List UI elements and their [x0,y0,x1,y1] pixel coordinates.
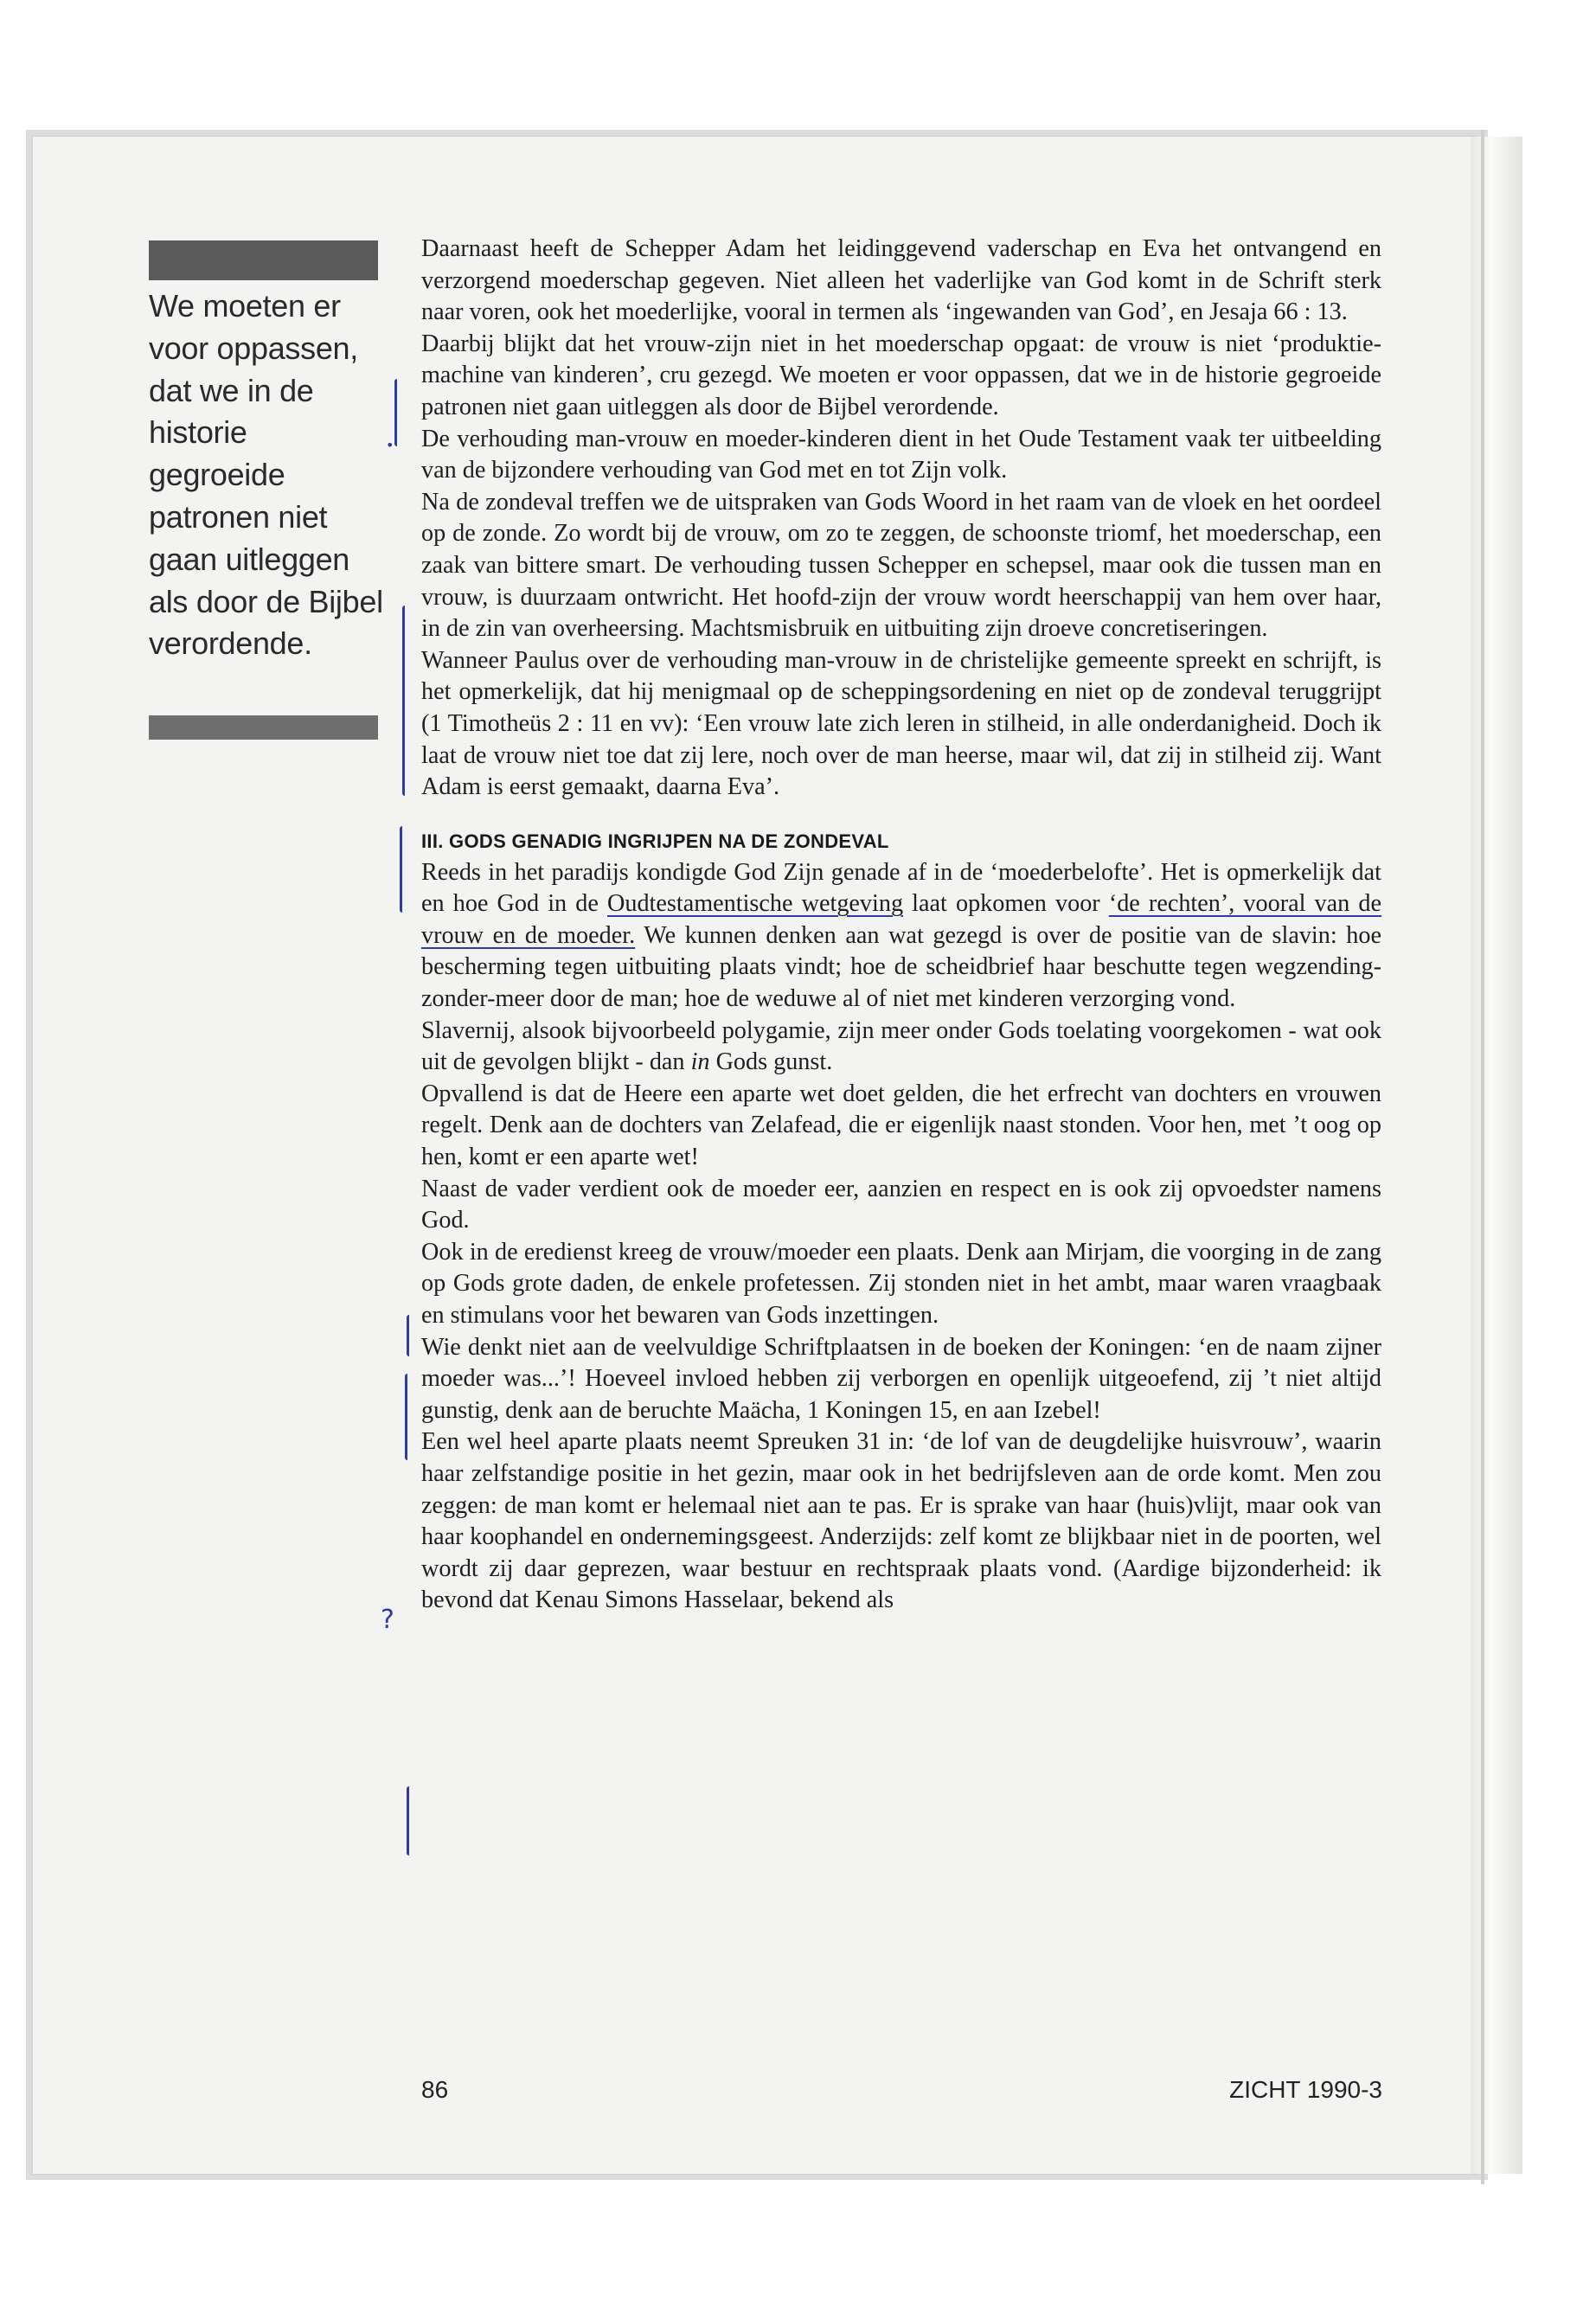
margin-bracket-mark [402,606,405,796]
back-page-edge [1471,137,1522,2174]
margin-bracket-mark [394,379,397,446]
text-run: Reeds in het paradijs kondigde God Zijn genade af in de ‘moederbelofte’. Het is opmerkelijk dat en hoe God in de [421,858,1381,918]
paragraph: Wanneer Paulus over de verhouding man-vrouw in de christelijke gemeente spreekt en schrijft, is het opmerkelijk, dat hij menigmaal op de scheppingsordening en niet op de zondeval teruggrijpt (1 Timotheüs 2 : 11 en vv): ‘Een vrouw late zich leren in stilheid, in alle onderdanigheid. Doch ik laat de vrouw niet toe dat zij lere, noch over de man heerse, maar wil, dat zij in stilheid zij. Want Adam is eerst gemaakt, daarna Eva’. [421,646,1381,801]
text-run: We kunnen denken aan wat gezegd is over de positie van de slavin: hoe bescherming tegen uitbuiting plaats vindt; hoe de scheidbrief haar beschutte tegen wegzending-zonder-meer door de man; hoe de weduwe al of niet met kinderen verzorging vond. [421,921,1382,1013]
journal-issue: ZICHT 1990-3 [1229,2076,1382,2103]
pull-quote: We moeten er voor oppassen, dat we in de historie gegroeide patronen niet gaan uitleggen als door de Bijbel verordende. [149,288,383,662]
margin-bracket-mark [407,1315,409,1356]
italic-word: in [690,1048,710,1076]
margin-question-mark: ? [381,1605,394,1635]
section-heading: III. GODS GENADIG INGRIJPEN NA DE ZONDEVAL [421,830,889,852]
text-run: Slavernij, alsook bijvoorbeeld polygamie, zijn meer onder Gods toelating voorgekomen - wat ook uit de gevolgen blijkt - dan [421,1016,1381,1076]
paragraph: Daarnaast heeft de Schepper Adam het leidinggevend vaderschap en Eva het ontvangend en verzorgend moederschap gegeven. Niet alleen het vaderlijke van God komt in de Schrift sterk naar voren, ook het moederlijke, vooral in termen als ‘ingewanden van God’, en Jesaja 66 : 13. [421,235,1381,326]
text-run: Gods gunst. [709,1048,833,1076]
underlined-phrase: Oudtestamentische wetgeving [607,890,904,918]
pull-quote-top-bar [149,240,378,280]
margin-dot-mark: • [386,437,394,453]
paragraph: De verhouding man-vrouw en moeder-kinderen dient in het Oude Testament vaak ter uitbeelding van de bijzondere verhouding van God met en tot Zijn volk. [421,425,1381,484]
margin-bracket-mark [405,1374,407,1460]
margin-bracket-mark [407,1786,409,1856]
paragraph: Daarbij blijkt dat het vrouw-zijn niet in het moederschap opgaat: de vrouw is niet ‘produktie-machine van kinderen’, cru gezegd. We moeten er voor oppassen, dat we in de historie gegroeide patronen niet gaan uitleggen als door de Bijbel verordende. [421,330,1381,420]
page-number: 86 [421,2076,449,2103]
paragraph: Opvallend is dat de Heere een aparte wet doet gelden, die het erfrecht van dochters en vrouwen regelt. Denk aan de dochters van Zelafead, die er eigenlijk naast stonden. Voor hen, met ’t oog op hen, komt er een aparte wet! [421,1080,1381,1171]
underlined-phrase: ‘de rechten’, vooral van de vrouw en de moeder. [421,890,1381,949]
article-body [421,234,1381,1617]
paragraph: Na de zondeval treffen we de uitspraken van Gods Woord in het raam van de vloek en het oordeel op de zonde. Zo wordt bij de vrouw, om zo te zeggen, de schoonste triomf, het moederschap, een zaak van bittere smart. De verhouding tussen Schepper en schepsel, maar ook die tussen man en vrouw, is duurzaam ontwricht. Het hoofd-zijn der vrouw wordt heerschappij van hem over haar, in de zin van overheersing. Machtsmisbruik en uitbuiting zijn droeve concretiseringen. [421,488,1381,643]
text-run: laat opkomen voor [903,890,1109,918]
margin-bracket-mark [400,826,402,913]
paragraph: Wie denkt niet aan de veelvuldige Schriftplaatsen in de boeken der Koningen: ‘en de naam zijner moeder was...’! Hoeveel invloed hebben zij verborgen en openlijk uitgeoefend, zij ’t niet altijd gunstig, denk aan de beruchte Maächa, 1 Koningen 15, en aan Izebel! [421,1333,1381,1424]
paragraph: Naast de vader verdient ook de moeder eer, aanzien en respect en is ook zij opvoedster namens God. [421,1175,1381,1234]
paragraph [421,857,1381,1016]
page-edge-line [1481,130,1484,2184]
paragraph: Ook in de eredienst kreeg de vrouw/moeder een plaats. Denk aan Mirjam, die voorging in de zang op Gods grote daden, de enkele profetessen. Zij stonden niet in het ambt, maar waren vraagbaak en stimulans voor het bewaren van Gods inzettingen. [421,1238,1381,1329]
paragraph [421,1016,1381,1079]
paragraph: Een wel heel aparte plaats neemt Spreuken 31 in: ‘de lof van de deugdelijke huisvrouw’, waarin haar zelfstandige positie in het gezin, maar ook in het bedrijfsleven aan de orde komt. Men zou zeggen: de man komt er helemaal niet aan te pas. Er is sprake van haar (huis)vlijt, maar ook van haar koophandel en ondernemingsgeest. Anderzijds: zelf komt ze blijkbaar niet in de poorten, wel wordt zij daar geprezen, waar bestuur en rechtspraak plaats vond. (Aardige bijzonderheid: ik bevond dat Kenau Simons Hasselaar, bekend als [421,1428,1381,1614]
pull-quote-bottom-bar [149,715,378,740]
